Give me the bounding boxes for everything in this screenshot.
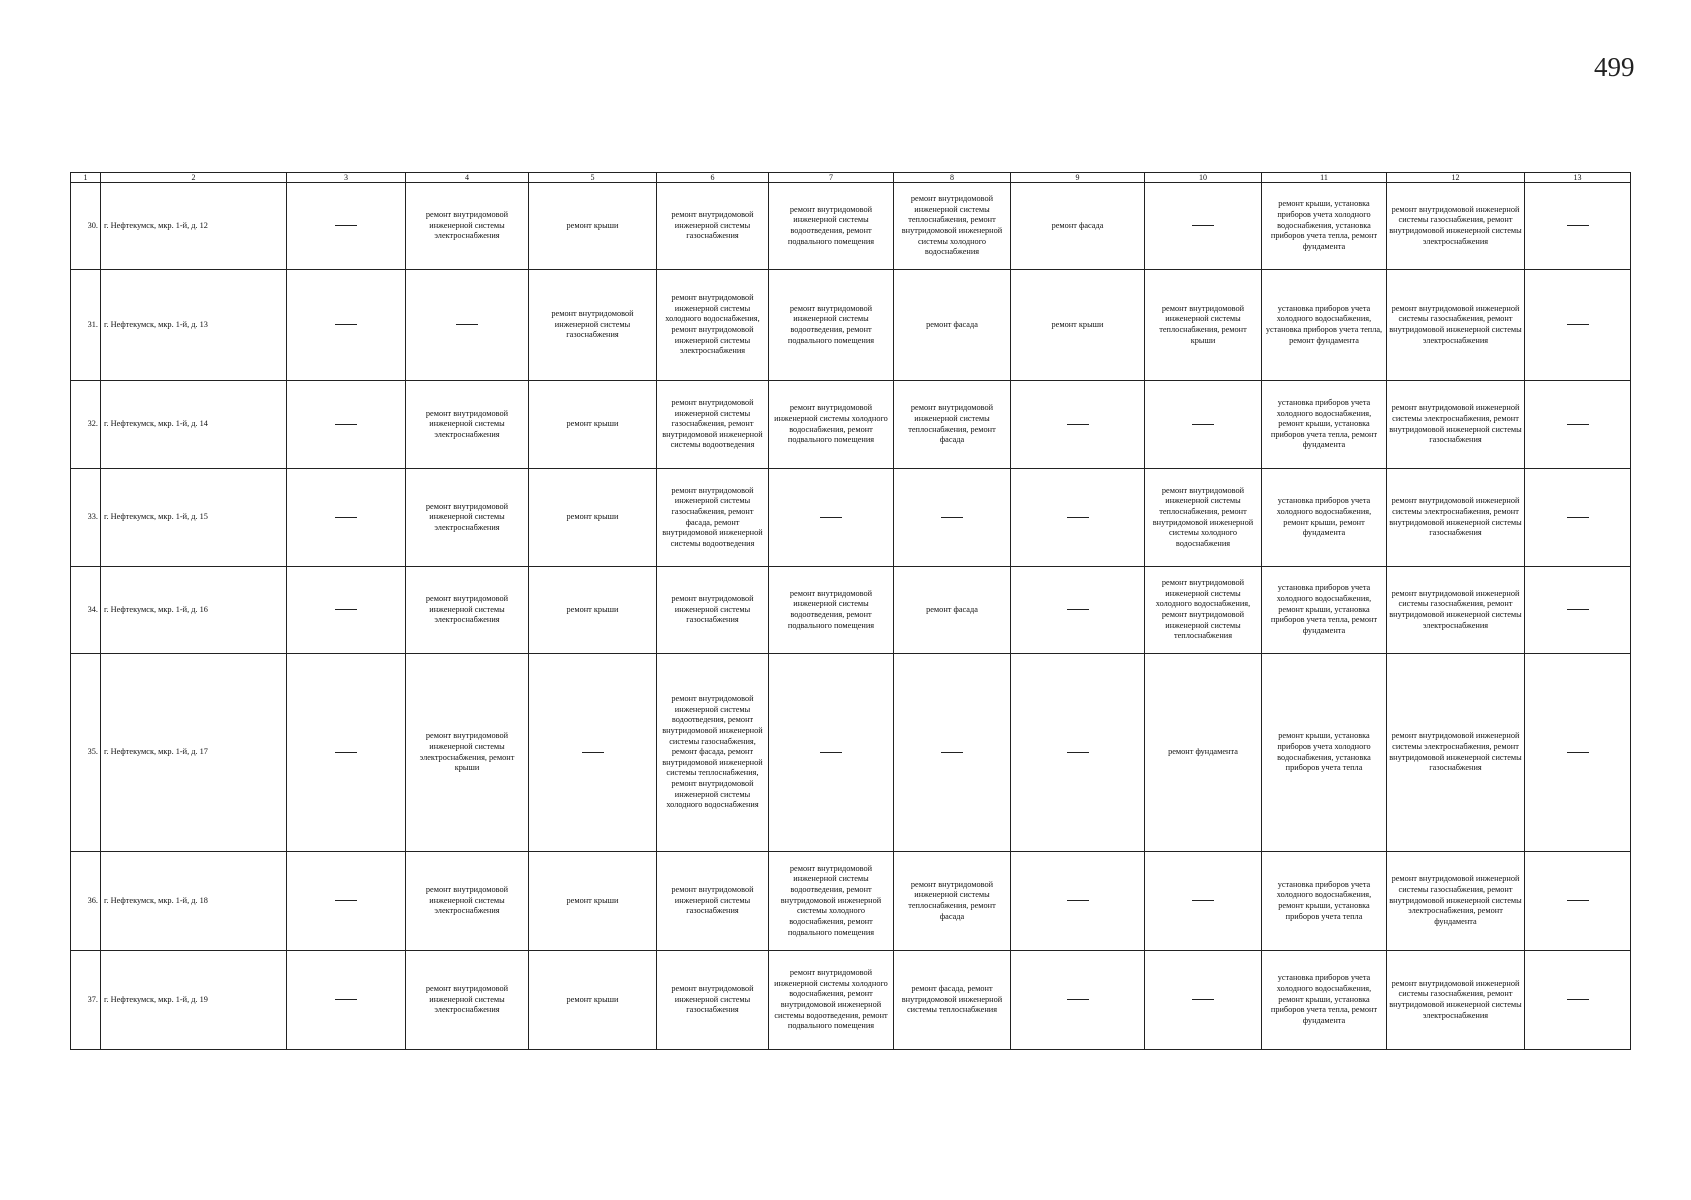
work-type-cell: ремонт внутридомовой инженерной системы водоотведения, ремонт подвального помещения (769, 183, 894, 270)
work-type-cell: ремонт внутридомовой инженерной системы электроснабжения (406, 469, 529, 567)
dash-mark (1067, 999, 1089, 1000)
work-type-cell: ремонт крыши (1011, 270, 1145, 381)
work-type-cell: ремонт крыши, установка приборов учета холодного водоснабжения, установка приборов учета тепла (1262, 654, 1387, 852)
empty-dash-cell (1145, 852, 1262, 951)
work-type-cell: ремонт крыши (529, 567, 657, 654)
empty-dash-cell (287, 469, 406, 567)
empty-dash-cell (287, 183, 406, 270)
work-type-cell: установка приборов учета холодного водоснабжения, ремонт крыши, установка приборов учета тепла (1262, 852, 1387, 951)
dash-mark (1067, 609, 1089, 610)
row-number-cell: 36. (71, 852, 101, 951)
empty-dash-cell (287, 852, 406, 951)
column-number-cell: 12 (1387, 173, 1525, 183)
work-type-cell: ремонт внутридомовой инженерной системы электроснабжения, ремонт внутридомовой инженерной системы газоснабжения (1387, 469, 1525, 567)
table-row (71, 381, 1631, 469)
address-cell: г. Нефтекумск, мкр. 1-й, д. 13 (101, 270, 287, 381)
row-number-cell: 31. (71, 270, 101, 381)
empty-dash-cell (287, 270, 406, 381)
work-type-cell: ремонт внутридомовой инженерной системы газоснабжения, ремонт внутридомовой инженерной системы электроснабжения, ремонт фундамента (1387, 852, 1525, 951)
dash-mark (582, 752, 604, 753)
column-number-cell: 7 (769, 173, 894, 183)
column-number-cell: 5 (529, 173, 657, 183)
dash-mark (1567, 900, 1589, 901)
empty-dash-cell (1525, 567, 1631, 654)
dash-mark (820, 517, 842, 518)
dash-mark (456, 324, 478, 325)
dash-mark (1192, 225, 1214, 226)
work-type-cell: ремонт внутридомовой инженерной системы водоотведения, ремонт подвального помещения (769, 567, 894, 654)
work-type-cell: ремонт внутридомовой инженерной системы газоснабжения, ремонт фасада, ремонт внутридомовой инженерной системы водоотведения (657, 469, 769, 567)
work-type-cell: ремонт крыши (529, 469, 657, 567)
row-number-cell: 30. (71, 183, 101, 270)
empty-dash-cell (1011, 654, 1145, 852)
work-type-cell: установка приборов учета холодного водоснабжения, ремонт крыши, установка приборов учета тепла, ремонт фундамента (1262, 951, 1387, 1050)
work-type-cell: ремонт крыши (529, 183, 657, 270)
dash-mark (1567, 517, 1589, 518)
address-cell: г. Нефтекумск, мкр. 1-й, д. 15 (101, 469, 287, 567)
dash-mark (1567, 752, 1589, 753)
dash-mark (335, 900, 357, 901)
work-type-cell: ремонт внутридомовой инженерной системы холодного водоснабжения, ремонт внутридомовой инженерной системы теплоснабжения (1145, 567, 1262, 654)
empty-dash-cell (287, 654, 406, 852)
dash-mark (1567, 609, 1589, 610)
empty-dash-cell (287, 951, 406, 1050)
table-row (71, 270, 1631, 381)
work-type-cell: ремонт внутридомовой инженерной системы газоснабжения, ремонт внутридомовой инженерной системы электроснабжения (1387, 567, 1525, 654)
empty-dash-cell (529, 654, 657, 852)
dash-mark (1567, 999, 1589, 1000)
work-type-cell: ремонт внутридомовой инженерной системы газоснабжения, ремонт внутридомовой инженерной системы электроснабжения (1387, 951, 1525, 1050)
empty-dash-cell (769, 469, 894, 567)
work-type-cell: ремонт фундамента (1145, 654, 1262, 852)
dash-mark (1192, 900, 1214, 901)
work-type-cell: ремонт внутридомовой инженерной системы электроснабжения, ремонт внутридомовой инженерной системы газоснабжения (1387, 381, 1525, 469)
address-cell: г. Нефтекумск, мкр. 1-й, д. 17 (101, 654, 287, 852)
column-number-cell: 10 (1145, 173, 1262, 183)
dash-mark (335, 225, 357, 226)
empty-dash-cell (1525, 381, 1631, 469)
empty-dash-cell (1525, 469, 1631, 567)
page-number: 499 (1594, 52, 1635, 82)
empty-dash-cell (1525, 270, 1631, 381)
empty-dash-cell (1011, 567, 1145, 654)
work-type-cell: ремонт внутридомовой инженерной системы электроснабжения, ремонт внутридомовой инженерной системы газоснабжения (1387, 654, 1525, 852)
repair-schedule-table-wrapper (70, 172, 1631, 1050)
dash-mark (1567, 424, 1589, 425)
row-number-cell: 35. (71, 654, 101, 852)
dash-mark (820, 752, 842, 753)
work-type-cell: ремонт внутридомовой инженерной системы холодного водоснабжения, ремонт внутридомовой инженерной системы водоотведения, ремонт подвального помещения (769, 951, 894, 1050)
dash-mark (335, 999, 357, 1000)
dash-mark (335, 609, 357, 610)
dash-mark (941, 752, 963, 753)
work-type-cell: установка приборов учета холодного водоснабжения, ремонт крыши, установка приборов учета тепла, ремонт фундамента (1262, 567, 1387, 654)
work-type-cell: ремонт крыши, установка приборов учета холодного водоснабжения, установка приборов учета тепла, ремонт фундамента (1262, 183, 1387, 270)
dash-mark (941, 517, 963, 518)
dash-mark (1067, 900, 1089, 901)
work-type-cell: ремонт внутридомовой инженерной системы газоснабжения (657, 183, 769, 270)
work-type-cell: ремонт внутридомовой инженерной системы теплоснабжения, ремонт крыши (1145, 270, 1262, 381)
table-row (71, 852, 1631, 951)
work-type-cell: ремонт внутридомовой инженерной системы электроснабжения (406, 852, 529, 951)
work-type-cell: ремонт внутридомовой инженерной системы газоснабжения (657, 567, 769, 654)
work-type-cell: ремонт внутридомовой инженерной системы холодного водоснабжения, ремонт внутридомовой инженерной системы электроснабжения (657, 270, 769, 381)
column-number-cell: 9 (1011, 173, 1145, 183)
work-type-cell: ремонт внутридомовой инженерной системы электроснабжения (406, 381, 529, 469)
work-type-cell: ремонт крыши (529, 951, 657, 1050)
work-type-cell: ремонт крыши (529, 852, 657, 951)
row-number-cell: 32. (71, 381, 101, 469)
row-number-cell: 37. (71, 951, 101, 1050)
work-type-cell: ремонт внутридомовой инженерной системы газоснабжения (657, 852, 769, 951)
empty-dash-cell (1145, 951, 1262, 1050)
work-type-cell: ремонт фасада (894, 567, 1011, 654)
row-number-cell: 34. (71, 567, 101, 654)
column-number-cell: 4 (406, 173, 529, 183)
empty-dash-cell (1145, 183, 1262, 270)
column-number-cell: 2 (101, 173, 287, 183)
empty-dash-cell (1525, 654, 1631, 852)
table-row (71, 183, 1631, 270)
work-type-cell: ремонт внутридомовой инженерной системы газоснабжения, ремонт внутридомовой инженерной системы электроснабжения (1387, 183, 1525, 270)
dash-mark (335, 517, 357, 518)
column-number-cell: 11 (1262, 173, 1387, 183)
work-type-cell: ремонт внутридомовой инженерной системы электроснабжения (406, 183, 529, 270)
work-type-cell: ремонт внутридомовой инженерной системы водоотведения, ремонт внутридомовой инженерной системы холодного водоснабжения, ремонт подвального помещения (769, 852, 894, 951)
column-number-cell: 13 (1525, 173, 1631, 183)
work-type-cell: ремонт внутридомовой инженерной системы теплоснабжения, ремонт внутридомовой инженерной системы холодного водоснабжения (1145, 469, 1262, 567)
work-type-cell: установка приборов учета холодного водоснабжения, установка приборов учета тепла, ремонт фундамента (1262, 270, 1387, 381)
column-number-cell: 1 (71, 173, 101, 183)
work-type-cell: ремонт внутридомовой инженерной системы водоотведения, ремонт подвального помещения (769, 270, 894, 381)
address-cell: г. Нефтекумск, мкр. 1-й, д. 19 (101, 951, 287, 1050)
work-type-cell: ремонт внутридомовой инженерной системы газоснабжения (657, 951, 769, 1050)
work-type-cell: ремонт внутридомовой инженерной системы электроснабжения (406, 567, 529, 654)
work-type-cell: ремонт крыши (529, 381, 657, 469)
work-type-cell: ремонт фасада (894, 270, 1011, 381)
work-type-cell: установка приборов учета холодного водоснабжения, ремонт крыши, установка приборов учета тепла, ремонт фундамента (1262, 381, 1387, 469)
empty-dash-cell (1145, 381, 1262, 469)
dash-mark (335, 752, 357, 753)
work-type-cell: ремонт внутридомовой инженерной системы водоотведения, ремонт внутридомовой инженерной системы газоснабжения, ремонт фасада, ремонт внутридомовой инженерной системы теплоснабжения, ремонт внутридомовой инженерной системы холодного водоснабжения (657, 654, 769, 852)
empty-dash-cell (287, 381, 406, 469)
table-row (71, 951, 1631, 1050)
empty-dash-cell (1011, 852, 1145, 951)
empty-dash-cell (894, 469, 1011, 567)
empty-dash-cell (1525, 951, 1631, 1050)
work-type-cell: ремонт фасада (1011, 183, 1145, 270)
work-type-cell: ремонт внутридомовой инженерной системы газоснабжения, ремонт внутридомовой инженерной системы электроснабжения (1387, 270, 1525, 381)
dash-mark (1067, 517, 1089, 518)
address-cell: г. Нефтекумск, мкр. 1-й, д. 14 (101, 381, 287, 469)
work-type-cell: ремонт внутридомовой инженерной системы теплоснабжения, ремонт фасада (894, 381, 1011, 469)
dash-mark (1192, 999, 1214, 1000)
empty-dash-cell (1011, 381, 1145, 469)
work-type-cell: установка приборов учета холодного водоснабжения, ремонт крыши, ремонт фундамента (1262, 469, 1387, 567)
work-type-cell: ремонт фасада, ремонт внутридомовой инженерной системы теплоснабжения (894, 951, 1011, 1050)
empty-dash-cell (1011, 951, 1145, 1050)
dash-mark (335, 424, 357, 425)
dash-mark (1067, 752, 1089, 753)
table-row (71, 469, 1631, 567)
table-body (71, 173, 1631, 1050)
dash-mark (1067, 424, 1089, 425)
row-number-cell: 33. (71, 469, 101, 567)
address-cell: г. Нефтекумск, мкр. 1-й, д. 12 (101, 183, 287, 270)
dash-mark (1567, 324, 1589, 325)
empty-dash-cell (406, 270, 529, 381)
address-cell: г. Нефтекумск, мкр. 1-й, д. 18 (101, 852, 287, 951)
table-row (71, 654, 1631, 852)
column-number-cell: 3 (287, 173, 406, 183)
work-type-cell: ремонт внутридомовой инженерной системы газоснабжения (529, 270, 657, 381)
dash-mark (335, 324, 357, 325)
column-number-row (71, 173, 1631, 183)
empty-dash-cell (894, 654, 1011, 852)
column-number-cell: 6 (657, 173, 769, 183)
empty-dash-cell (769, 654, 894, 852)
work-type-cell: ремонт внутридомовой инженерной системы газоснабжения, ремонт внутридомовой инженерной системы водоотведения (657, 381, 769, 469)
work-type-cell: ремонт внутридомовой инженерной системы теплоснабжения, ремонт внутридомовой инженерной системы холодного водоснабжения (894, 183, 1011, 270)
empty-dash-cell (1525, 183, 1631, 270)
dash-mark (1567, 225, 1589, 226)
repair-schedule-table (70, 172, 1631, 1050)
work-type-cell: ремонт внутридомовой инженерной системы теплоснабжения, ремонт фасада (894, 852, 1011, 951)
work-type-cell: ремонт внутридомовой инженерной системы электроснабжения (406, 951, 529, 1050)
column-number-cell: 8 (894, 173, 1011, 183)
work-type-cell: ремонт внутридомовой инженерной системы электроснабжения, ремонт крыши (406, 654, 529, 852)
empty-dash-cell (1525, 852, 1631, 951)
empty-dash-cell (1011, 469, 1145, 567)
table-row (71, 567, 1631, 654)
dash-mark (1192, 424, 1214, 425)
address-cell: г. Нефтекумск, мкр. 1-й, д. 16 (101, 567, 287, 654)
work-type-cell: ремонт внутридомовой инженерной системы холодного водоснабжения, ремонт подвального помещения (769, 381, 894, 469)
empty-dash-cell (287, 567, 406, 654)
